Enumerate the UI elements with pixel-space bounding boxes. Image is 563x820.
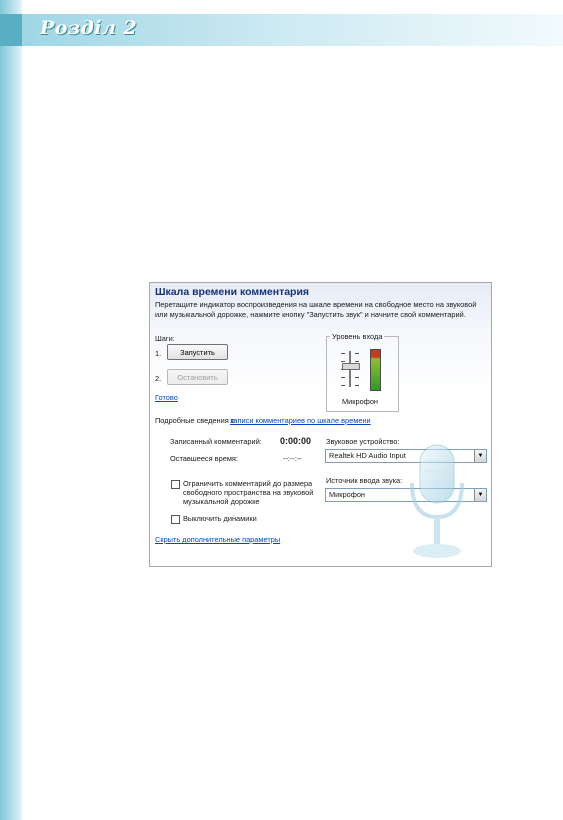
details-link[interactable]: записи комментариев по шкале времени [230, 416, 371, 425]
page-header-title: Розділ 2 [40, 17, 138, 39]
details-prefix: Подробные сведения о [155, 416, 235, 425]
slider-tick [355, 361, 359, 362]
dialog-description: Перетащите индикатор воспроизведения на шкале времени на свободное место на звуковой или музыкальной дорожке, нажмите кнопку "Запустить звук" и начните свой комментарий. [155, 300, 477, 319]
input-level-group [326, 336, 399, 412]
device-label: Звуковое устройство: [326, 437, 400, 446]
remaining-value: --:--:-- [283, 454, 302, 463]
slider-tick [355, 353, 359, 354]
steps-label: Шаги: [155, 334, 175, 343]
recorded-label: Записанный комментарий: [170, 437, 262, 446]
hide-options-link[interactable]: Скрыть дополнительные параметры [155, 535, 281, 544]
source-dropdown-value: Микрофон [329, 490, 366, 499]
start-button[interactable]: Запустить [167, 344, 228, 360]
narration-timeline-dialog [149, 282, 492, 567]
microphone-icon [406, 443, 468, 561]
slider-tick [341, 385, 345, 386]
recorded-value: 0:00:00 [280, 436, 312, 446]
source-label: Источник ввода звука: [326, 476, 403, 485]
slider-tick [355, 385, 359, 386]
input-level-caption: Микрофон [342, 397, 379, 406]
limit-checkbox-label: Ограничить комментарий до размера свободного пространства на звуковой музыкальной дорожке [183, 479, 314, 506]
mute-checkbox-label: Выключить динамики [183, 514, 257, 523]
remaining-label: Оставшееся время: [170, 454, 238, 463]
stop-button[interactable]: Остановить [167, 369, 228, 385]
step1-number: 1. [155, 349, 162, 358]
slider-tick [341, 361, 345, 362]
limit-checkbox[interactable] [171, 480, 180, 489]
page-side-strip [0, 0, 22, 820]
step2-number: 2. [155, 374, 162, 383]
slider-tick [341, 377, 345, 378]
dialog-title: Шкала времени комментария [155, 286, 310, 298]
page-header-tab [0, 14, 22, 46]
chevron-down-icon[interactable]: ▼ [474, 489, 486, 501]
device-dropdown-value: Realtek HD Audio Input [329, 451, 406, 460]
input-level-meter [370, 349, 381, 391]
input-level-slider-thumb[interactable] [342, 363, 360, 370]
mute-checkbox[interactable] [171, 515, 180, 524]
done-link[interactable]: Готово [155, 393, 178, 402]
input-level-group-label: Уровень входа [332, 332, 383, 341]
chevron-down-icon[interactable]: ▼ [474, 450, 486, 462]
slider-tick [355, 377, 359, 378]
slider-tick [341, 353, 345, 354]
